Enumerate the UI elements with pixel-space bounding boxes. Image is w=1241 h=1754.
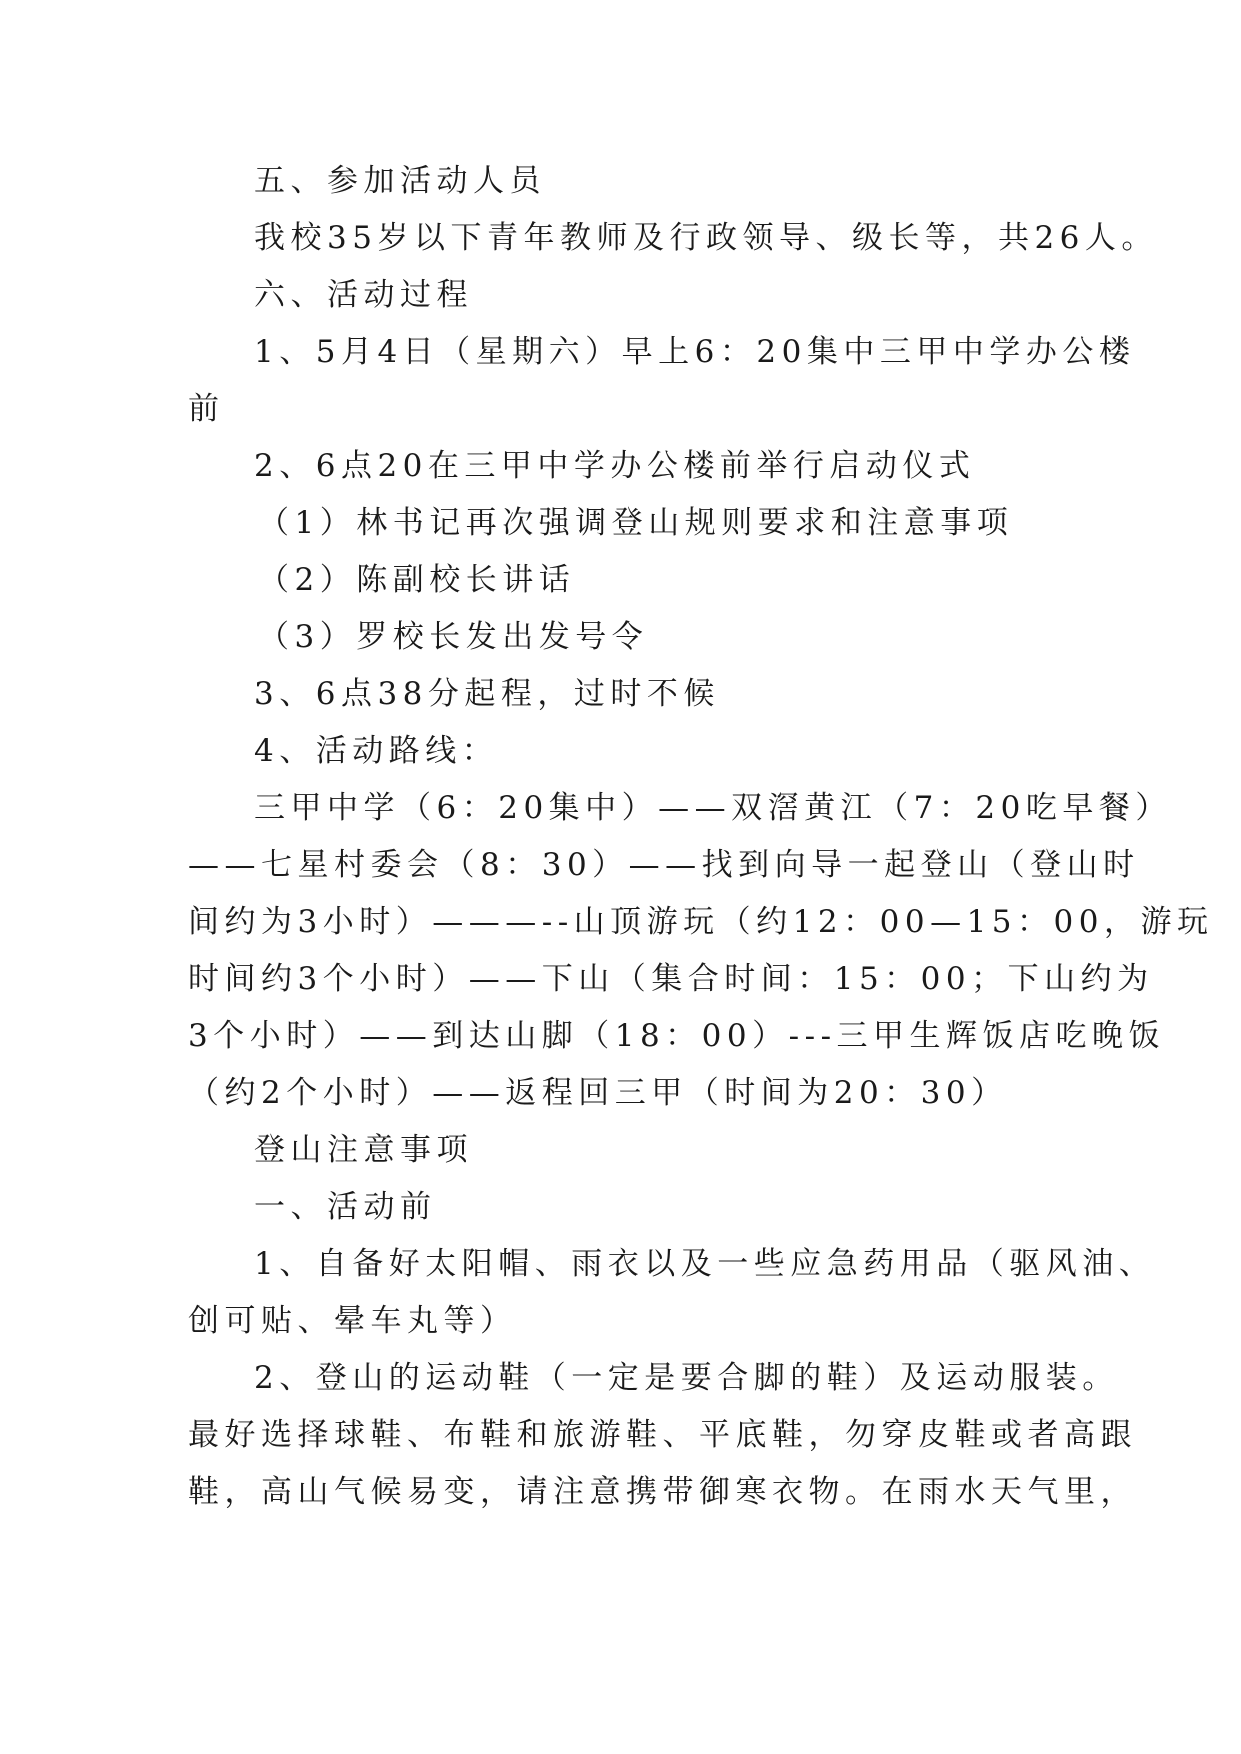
paragraph-line: 1、5月4日（星期六）早上6：20集中三甲中学办公楼 (254, 334, 1136, 370)
section-heading-process: 六、活动过程 (254, 277, 473, 313)
paragraph-line: 最好选择球鞋、布鞋和旅游鞋、平底鞋，勿穿皮鞋或者高跟 (188, 1417, 1137, 1453)
list-item: （3）罗校长发出发号令 (258, 619, 649, 655)
paragraph-line: 创可贴、晕车丸等） (188, 1303, 517, 1339)
section-heading-before: 一、活动前 (254, 1189, 437, 1225)
paragraph-line: 1、自备好太阳帽、雨衣以及一些应急药用品（驱风油、 (254, 1246, 1156, 1282)
paragraph-line: 我校35岁以下青年教师及行政领导、级长等，共26人。 (254, 220, 1158, 256)
paragraph-line: 前 (188, 391, 225, 427)
paragraph-line: 3、6点38分起程，过时不候 (254, 676, 720, 712)
paragraph-line: 2、登山的运动鞋（一定是要合脚的鞋）及运动服装。 (254, 1360, 1119, 1396)
route-line: 间约为3小时）———--山顶游玩（约12：00—15：00，游玩 (188, 904, 1214, 940)
paragraph-line: 2、6点20在三甲中学办公楼前举行启动仪式 (254, 448, 976, 484)
list-item: （2）陈副校长讲话 (258, 562, 576, 598)
route-line: 时间约3个小时）——下山（集合时间：15：00；下山约为 (188, 961, 1154, 997)
section-heading-participants: 五、参加活动人员 (254, 163, 546, 199)
route-line: 三甲中学（6：20集中）——双滘黄江（7：20吃早餐） (254, 790, 1172, 826)
paragraph-line: 4、活动路线： (254, 733, 499, 769)
section-heading-notes: 登山注意事项 (254, 1132, 473, 1168)
list-item: （1）林书记再次强调登山规则要求和注意事项 (258, 505, 1014, 541)
paragraph-line: 鞋，高山气候易变，请注意携带御寒衣物。在雨水天气里， (188, 1474, 1137, 1510)
route-line: ——七星村委会（8：30）——找到向导一起登山（登山时 (188, 847, 1140, 883)
route-line: 3个小时）——到达山脚（18：00）---三甲生辉饭店吃晚饭 (188, 1018, 1166, 1054)
route-line: （约2个小时）——返程回三甲（时间为20：30） (188, 1075, 1008, 1111)
